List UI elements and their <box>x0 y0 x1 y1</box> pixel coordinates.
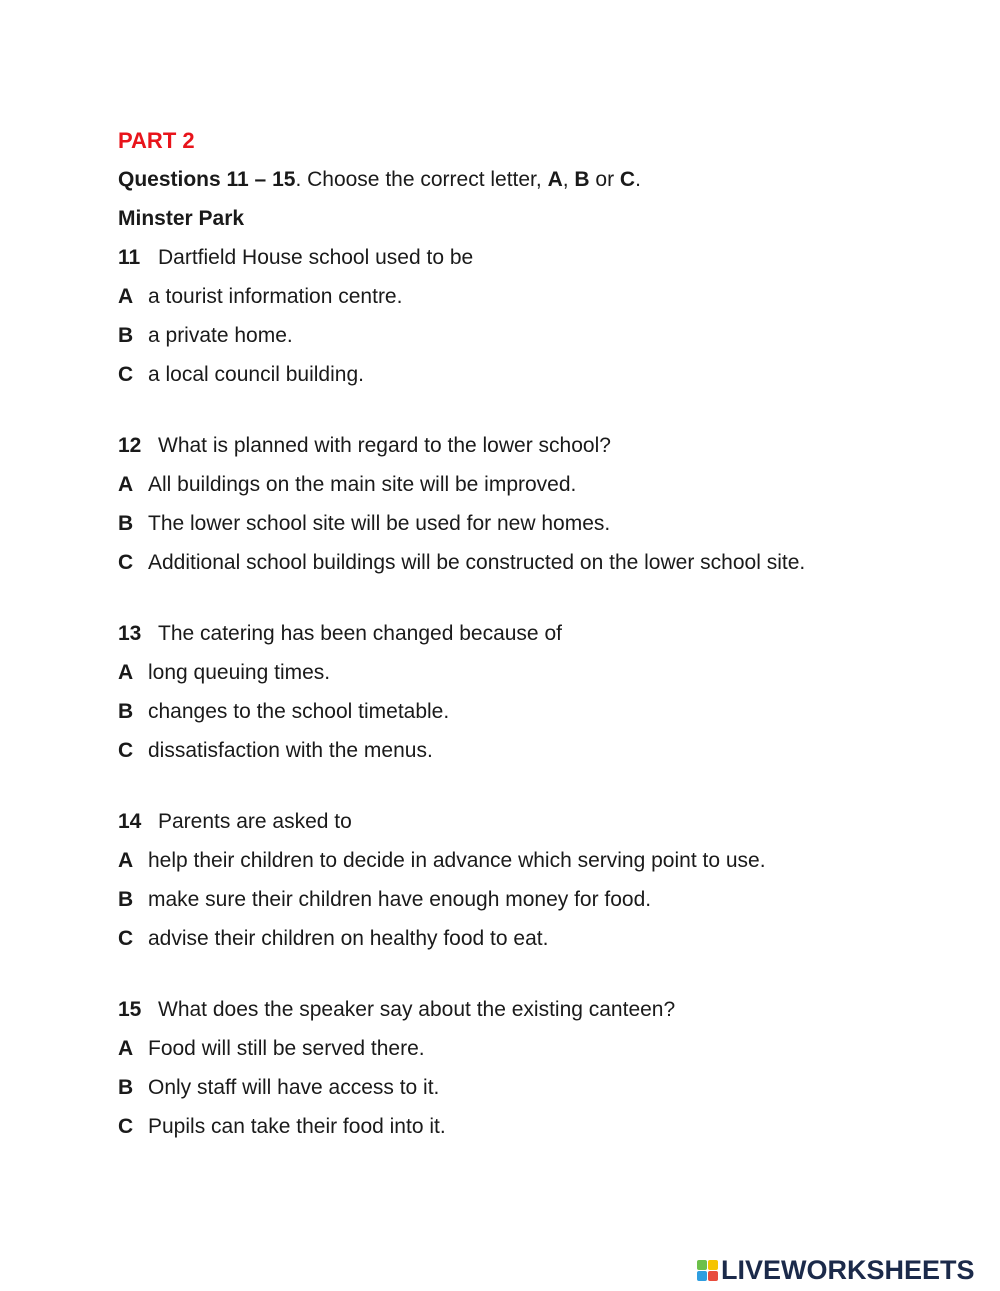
instructions-text: . Choose the correct letter, <box>295 168 548 191</box>
option-b[interactable] <box>118 696 978 728</box>
question-text: Parents are asked to <box>158 810 352 833</box>
option-c[interactable] <box>118 923 978 955</box>
section-title: Minster Park <box>118 207 245 230</box>
option-text: dissatisfaction with the menus. <box>148 739 433 762</box>
logo-mark-tile-blue <box>697 1271 707 1281</box>
question-14 <box>118 806 978 955</box>
logo-text: LIVEWORKSHEETS <box>721 1254 975 1285</box>
option-letter: A <box>118 849 134 872</box>
logo-mark-tile-green <box>697 1260 707 1270</box>
question-number: 13 <box>118 622 142 645</box>
option-a[interactable] <box>118 657 978 689</box>
option-letter: B <box>118 324 134 347</box>
option-a[interactable] <box>118 845 978 877</box>
question-number: 14 <box>118 810 142 833</box>
instructions-letter-c: C <box>619 168 636 191</box>
question-11 <box>118 242 978 391</box>
question-number: 11 <box>118 246 141 269</box>
question-stem <box>118 242 978 274</box>
option-text: The lower school site will be used for new homes. <box>148 512 611 535</box>
option-b[interactable] <box>118 1072 978 1104</box>
instructions-letter-a: A <box>547 168 563 191</box>
option-text: advise their children on healthy food to eat. <box>148 927 549 950</box>
logo-mark-tile-red <box>708 1271 718 1281</box>
option-letter: B <box>118 512 134 535</box>
option-c[interactable] <box>118 735 978 767</box>
question-text: What does the speaker say about the existing canteen? <box>158 998 676 1021</box>
option-text: a local council building. <box>148 363 364 386</box>
option-c[interactable] <box>118 547 978 579</box>
question-15 <box>118 994 978 1143</box>
option-b[interactable] <box>118 320 978 352</box>
option-text: Food will still be served there. <box>148 1037 425 1060</box>
question-text: What is planned with regard to the lower school? <box>158 434 611 457</box>
option-letter: A <box>118 473 134 496</box>
option-text: help their children to decide in advance which serving point to use. <box>148 849 766 872</box>
question-13 <box>118 618 978 767</box>
option-text: Only staff will have access to it. <box>148 1076 440 1099</box>
option-text: Additional school buildings will be constructed on the lower school site. <box>148 551 806 574</box>
question-stem <box>118 618 978 650</box>
option-a[interactable] <box>118 469 978 501</box>
worksheet-page <box>118 125 978 1150</box>
option-letter: C <box>118 551 134 574</box>
option-letter: B <box>118 700 134 723</box>
liveworksheets-logo[interactable] <box>697 1254 975 1286</box>
option-a[interactable] <box>118 1033 978 1065</box>
question-text: Dartfield House school used to be <box>158 246 474 269</box>
option-letter: C <box>118 363 134 386</box>
question-stem <box>118 806 978 838</box>
option-b[interactable] <box>118 884 978 916</box>
option-letter: B <box>118 1076 134 1099</box>
logo-mark-tile-yellow <box>708 1260 718 1270</box>
option-letter: B <box>118 888 134 911</box>
option-letter: C <box>118 1115 134 1138</box>
option-c[interactable] <box>118 359 978 391</box>
option-text: a private home. <box>148 324 293 347</box>
option-text: a tourist information centre. <box>148 285 403 308</box>
option-b[interactable] <box>118 508 978 540</box>
option-letter: A <box>118 1037 134 1060</box>
option-text: Pupils can take their food into it. <box>148 1115 446 1138</box>
question-text: The catering has been changed because of <box>158 622 562 645</box>
question-12 <box>118 430 978 579</box>
option-text: changes to the school timetable. <box>148 700 450 723</box>
instructions-range: Questions 11 – 15 <box>118 168 296 191</box>
question-stem <box>118 994 978 1026</box>
instructions-letter-b: B <box>574 168 590 191</box>
option-letter: A <box>118 661 134 684</box>
option-text: make sure their children have enough money for food. <box>148 888 652 911</box>
option-c[interactable] <box>118 1111 978 1143</box>
option-a[interactable] <box>118 281 978 313</box>
question-number: 15 <box>118 998 142 1021</box>
instructions: Questions 11 – 15. Choose the correct letter, A, B or C. <box>118 168 641 191</box>
option-letter: C <box>118 739 134 762</box>
logo-mark-icon <box>697 1260 718 1281</box>
option-text: All buildings on the main site will be improved. <box>148 473 577 496</box>
question-stem <box>118 430 978 462</box>
option-text: long queuing times. <box>148 661 331 684</box>
option-letter: C <box>118 927 134 950</box>
part-title: PART 2 <box>118 128 195 153</box>
option-letter: A <box>118 285 134 308</box>
question-number: 12 <box>118 434 142 457</box>
